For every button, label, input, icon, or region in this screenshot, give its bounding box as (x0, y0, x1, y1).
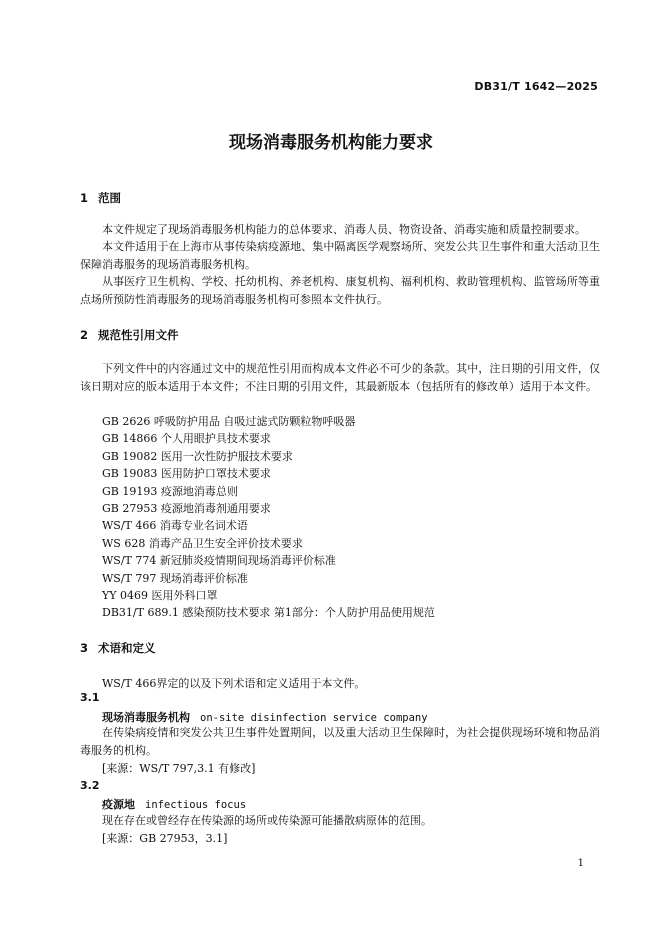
references-intro: 下列文件中的内容通过文中的规范性引用而构成本文件必不可少的条款。其中，注日期的引用文件，仅该日期对应的版本适用于本文件；不注日期的引用文件，其最新版本（包括所有的修改单）适用于本文件。 (80, 362, 600, 393)
section-title: 术语和定义 (98, 641, 156, 655)
reference-item: WS 628 消毒产品卫生安全评价技术要求 (102, 536, 303, 550)
term-name (102, 709, 428, 725)
reference-item: GB 19083 医用防护口罩技术要求 (102, 467, 271, 481)
term-number: 3.1 (80, 691, 100, 704)
reference-item: YY 0469 医用外科口罩 (102, 589, 218, 603)
term-source: [来源：GB 27953，3.1] (102, 832, 228, 845)
section-number: 1 (80, 191, 89, 205)
terms-intro: WS/T 466界定的以及下列术语和定义适用于本文件。 (102, 677, 366, 690)
term-definition: 现在存在或曾经存在传染源的场所或传染源可能播散病原体的范围。 (102, 814, 432, 827)
reference-item: WS/T 466 消毒专业名词术语 (102, 519, 248, 533)
reference-item: GB 19193 疫源地消毒总则 (102, 484, 238, 498)
document-code: DB31/T 1642—2025 (474, 80, 598, 93)
term-definition: 在传染病疫情和突发公共卫生事件处置期间，以及重大活动卫生保障时，为社会提供现场环境和物品消毒服务的机构。 (80, 726, 600, 757)
section-title: 规范性引用文件 (98, 328, 179, 342)
term-number: 3.2 (80, 779, 100, 792)
scope-paragraph-2: 本文件适用于在上海市从事传染病疫源地、集中隔离医学观察场所、突发公共卫生事件和重大活动卫生保障消毒服务的现场消毒服务机构。 (80, 240, 600, 271)
reference-item: WS/T 774 新冠肺炎疫情期间现场消毒评价标准 (102, 554, 336, 568)
page-number: 1 (577, 858, 584, 869)
reference-item: GB 14866 个人用眼护具技术要求 (102, 432, 271, 446)
term-name-en: infectious focus (145, 799, 247, 811)
reference-item: GB 19082 医用一次性防护服技术要求 (102, 449, 293, 463)
scope-paragraph-3: 从事医疗卫生机构、学校、托幼机构、养老机构、康复机构、福利机构、救助管理机构、监管场所等重点场所预防性消毒服务的现场消毒服务机构可参照本文件执行。 (80, 275, 600, 306)
section-heading-terms (80, 640, 156, 656)
document-title: 现场消毒服务机构能力要求 (229, 133, 433, 153)
reference-item: DB31/T 689.1 感染预防技术要求 第1部分：个人防护用品使用规范 (102, 606, 435, 620)
term-name-en: on-site disinfection service company (200, 712, 428, 724)
section-number: 2 (80, 328, 89, 342)
scope-paragraph-1: 本文件规定了现场消毒服务机构能力的总体要求、消毒人员、物资设备、消毒实施和质量控制要求。 (102, 223, 586, 236)
reference-item: GB 27953 疫源地消毒剂通用要求 (102, 502, 271, 516)
reference-item: GB 2626 呼吸防护用品 自吸过滤式防颗粒物呼吸器 (102, 415, 356, 428)
reference-item: WS/T 797 现场消毒评价标准 (102, 571, 248, 585)
term-name-zh: 疫源地 (102, 798, 135, 811)
term-name-zh: 现场消毒服务机构 (102, 711, 190, 724)
section-number: 3 (80, 641, 89, 655)
term-source: [来源：WS/T 797,3.1 有修改] (102, 762, 256, 775)
section-title: 范围 (98, 191, 121, 205)
section-heading-scope (80, 190, 121, 206)
section-heading-normative-references (80, 327, 179, 343)
term-name (102, 796, 246, 812)
reference-list (102, 413, 435, 622)
